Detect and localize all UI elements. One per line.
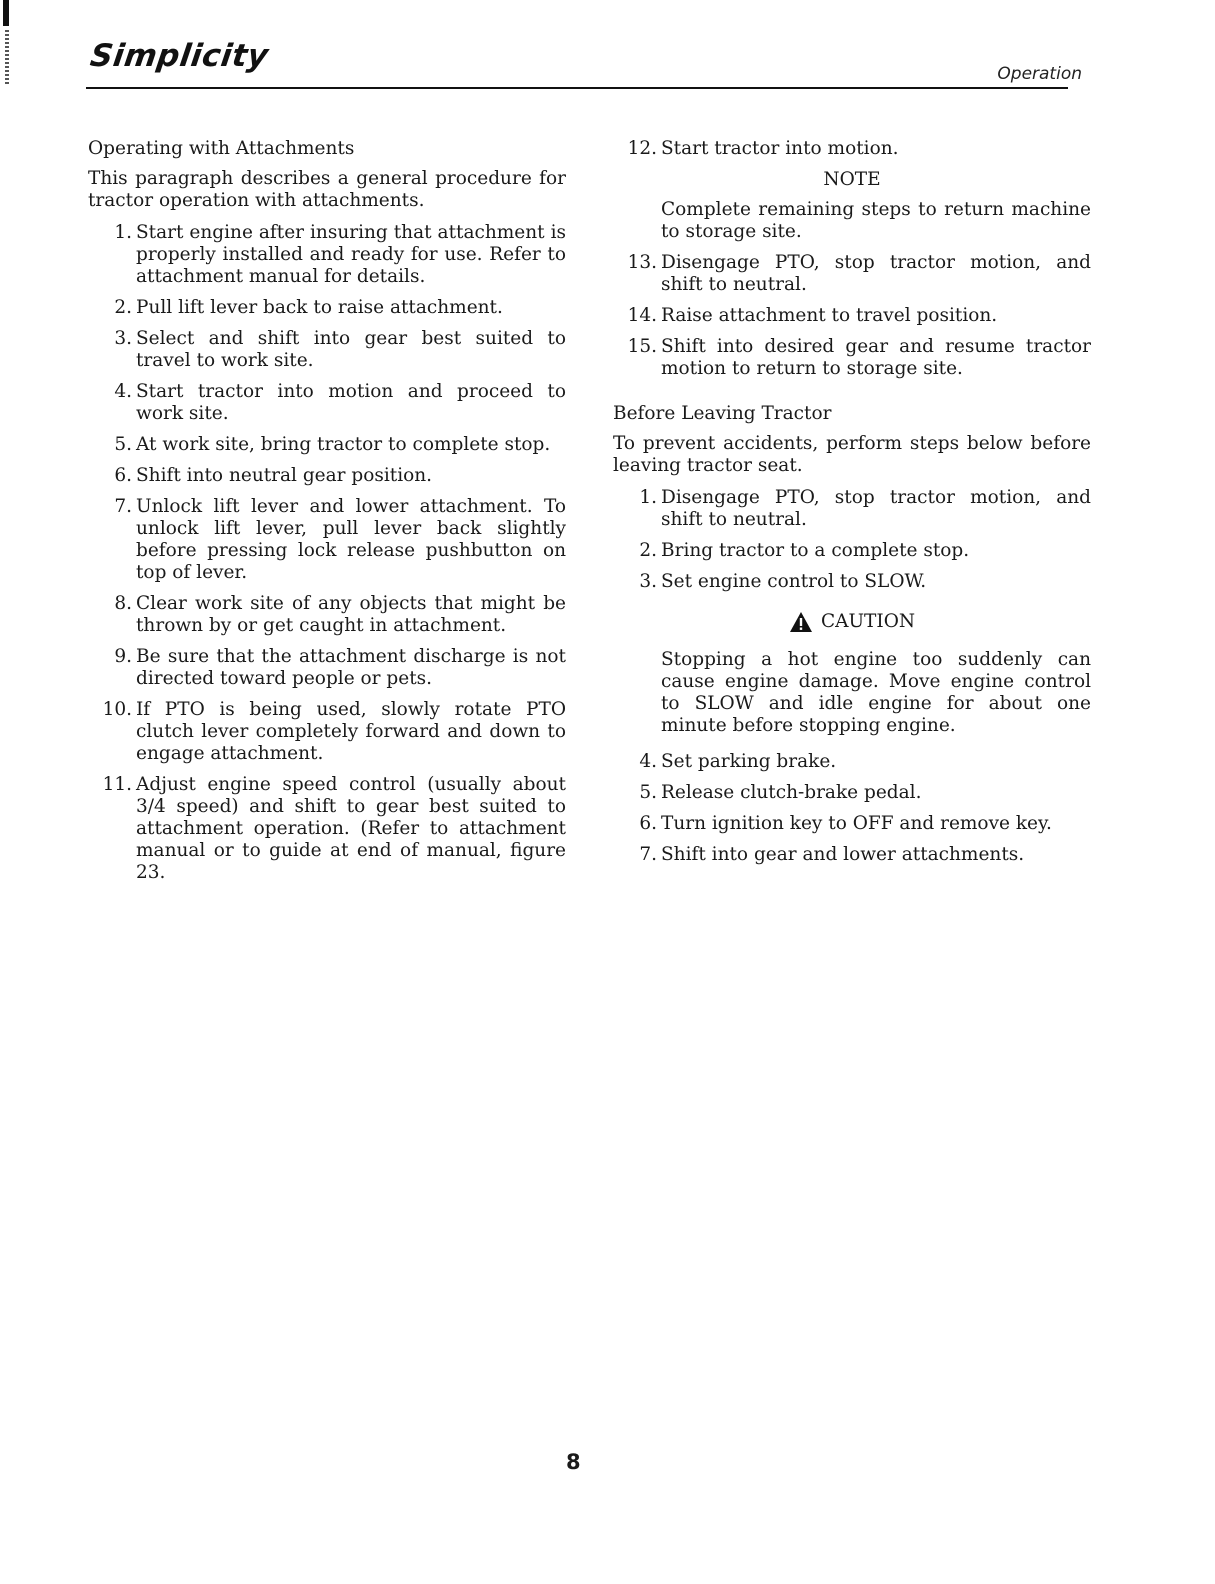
list-item: 8. Clear work site of any objects that might be thrown by or get caught in attachment. <box>114 593 566 636</box>
attachment-steps-list <box>88 222 566 884</box>
brand-logo: Simplicity <box>88 38 271 74</box>
list-item: 1. Disengage PTO, stop tractor motion, and shift to neutral. <box>639 487 1091 530</box>
list-item: 9. Be sure that the attachment discharge is not directed toward people or pets. <box>114 646 566 689</box>
list-item: 6. Turn ignition key to OFF and remove key. <box>639 813 1052 834</box>
caution-body: Stopping a hot engine too suddenly can cause engine damage. Move engine control to SLOW and idle engine for about one minute before stopping engine. <box>661 649 1091 736</box>
list-item: 13. Disengage PTO, stop tractor motion, and shift to neutral. <box>627 252 1091 295</box>
warning-triangle-icon <box>789 611 813 633</box>
list-item: 6. Shift into neutral gear position. <box>114 465 433 486</box>
caution-title: CAUTION <box>820 611 916 632</box>
leaving-steps-list-continued <box>613 751 1091 866</box>
scan-edge-ticks <box>5 30 9 84</box>
scan-edge-mark <box>3 0 9 26</box>
note-body: Complete remaining steps to return machine to storage site. <box>661 199 1091 242</box>
list-item: 11. Adjust engine speed control (usually about 3/4 speed) and shift to gear best suited to attachment operation. (Refer to attachment manual or to guide at end of manual, figure 23. <box>102 774 566 883</box>
list-item: 7. Unlock lift lever and lower attachment. To unlock lift lever, pull lever back slightly before pressing lock release pushbutton on top of lever. <box>114 496 566 583</box>
attachment-steps-continued <box>613 138 1091 160</box>
return-steps-list <box>613 252 1091 380</box>
caution-header <box>613 611 1091 633</box>
leaving-steps-list <box>613 487 1091 593</box>
section-heading-before-leaving: Before Leaving Tractor <box>613 403 832 424</box>
list-item: 3. Set engine control to SLOW. <box>639 571 927 592</box>
list-item: 5. At work site, bring tractor to complete stop. <box>114 434 551 455</box>
list-item: 4. Set parking brake. <box>639 751 837 772</box>
intro-paragraph: This paragraph describes a general procedure for tractor operation with attachments. <box>88 168 566 211</box>
page-number: 8 <box>566 1450 581 1474</box>
note-title: NOTE <box>823 169 881 190</box>
list-item: 10. If PTO is being used, slowly rotate PTO clutch lever completely forward and down to engage attachment. <box>102 699 566 764</box>
section-heading-attachments: Operating with Attachments <box>88 138 355 159</box>
list-item: 1. Start engine after insuring that attachment is properly installed and ready for use. Refer to attachment manual for details. <box>114 222 566 287</box>
right-column <box>613 138 1091 875</box>
header-rule <box>86 87 1068 89</box>
list-item: 14. Raise attachment to travel position. <box>627 305 998 326</box>
list-item: 7. Shift into gear and lower attachments. <box>639 844 1025 865</box>
list-item: 2. Pull lift lever back to raise attachment. <box>114 297 503 318</box>
section-label: Operation <box>997 64 1082 84</box>
left-column <box>88 138 566 893</box>
list-item: 2. Bring tractor to a complete stop. <box>639 540 970 561</box>
intro-paragraph-2: To prevent accidents, perform steps below before leaving tractor seat. <box>613 433 1091 476</box>
list-item: 4. Start tractor into motion and proceed to work site. <box>114 381 566 424</box>
list-item: 12. Start tractor into motion. <box>627 138 899 159</box>
list-item: 3. Select and shift into gear best suited to travel to work site. <box>114 328 566 371</box>
list-item: 5. Release clutch-brake pedal. <box>639 782 922 803</box>
list-item: 15. Shift into desired gear and resume tractor motion to return to storage site. <box>627 336 1091 379</box>
